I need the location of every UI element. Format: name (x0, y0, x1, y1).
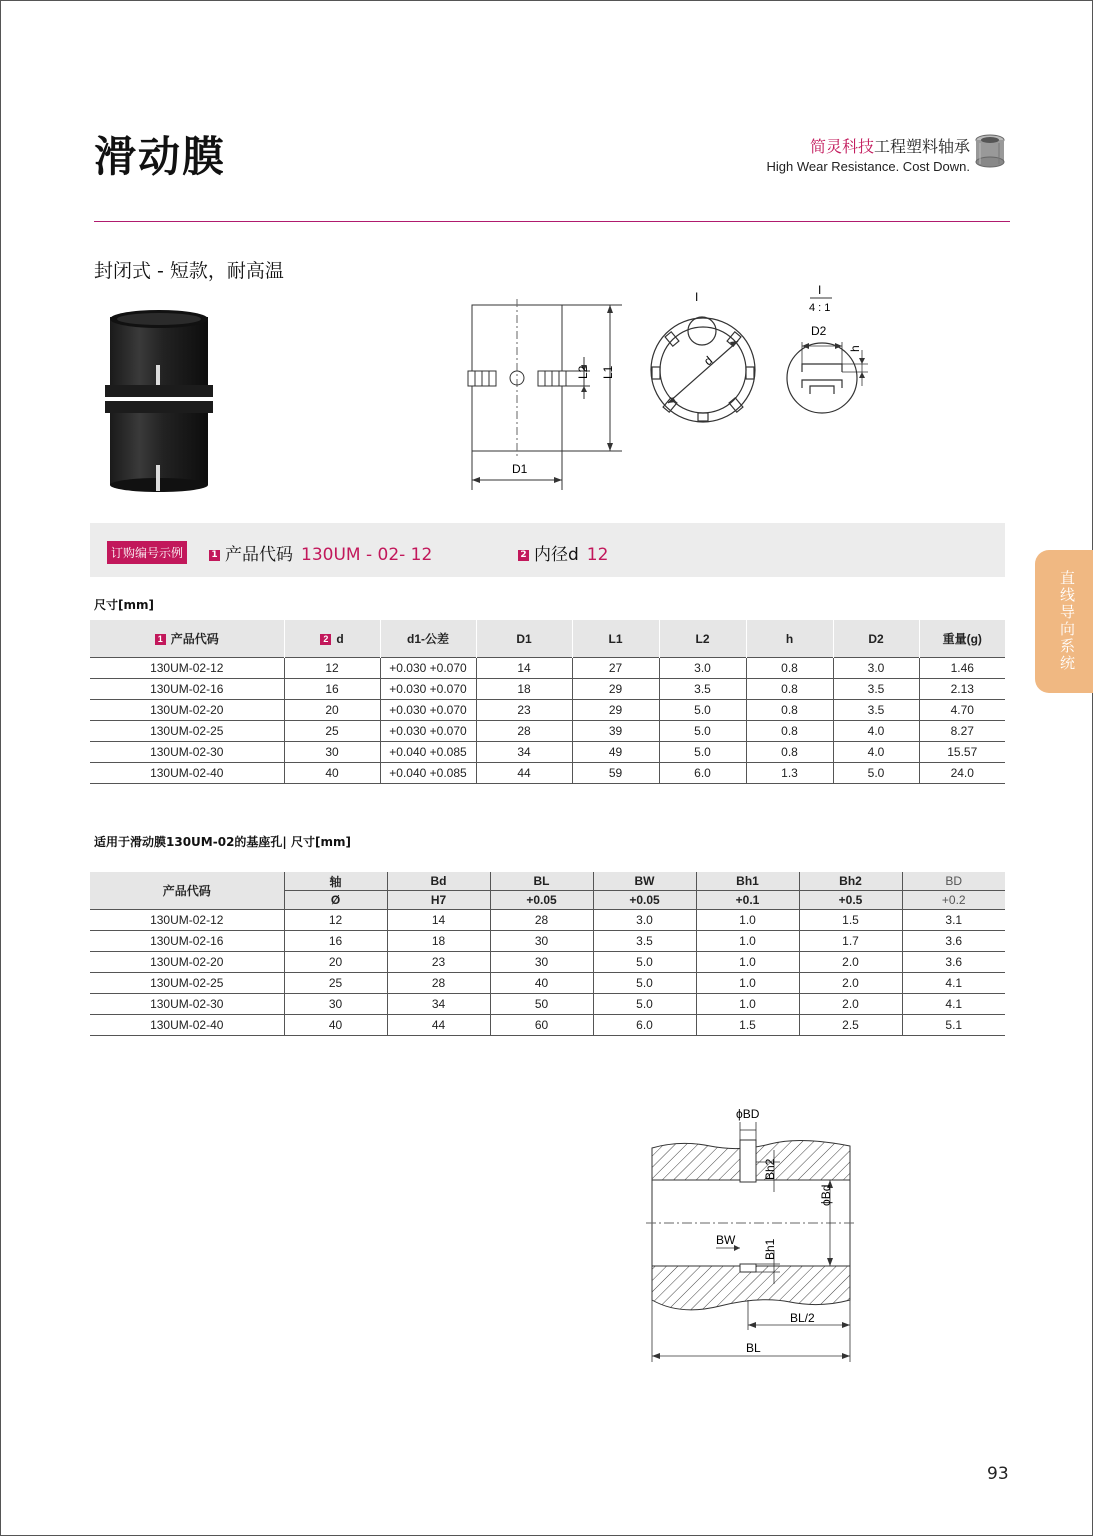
brand-line (766, 134, 970, 157)
table-cell: 130UM-02-30 (90, 742, 284, 763)
table-cell: 5.0 (593, 952, 696, 973)
table-cell: 30 (284, 994, 387, 1015)
table-cell: 4.70 (919, 700, 1005, 721)
table-cell: 40 (284, 763, 380, 784)
table-cell: 3.5 (833, 679, 919, 700)
marker-2: 2 (320, 634, 331, 645)
table-cell: 44 (476, 763, 572, 784)
table-cell: 2.5 (799, 1015, 902, 1036)
table-cell: 23 (476, 700, 572, 721)
table-cell: 30 (490, 952, 593, 973)
table-cell: +0.030 +0.070 (380, 721, 476, 742)
table-cell: 130UM-02-16 (90, 679, 284, 700)
col-sub-BD: +0.2 (902, 891, 1005, 910)
table-cell: 0.8 (746, 679, 833, 700)
table-cell: 1.0 (696, 910, 799, 931)
housing-bore-drawing (640, 1100, 860, 1370)
table-cell: +0.030 +0.070 (380, 700, 476, 721)
bw-label: BW (716, 1233, 736, 1247)
table-cell: 28 (490, 910, 593, 931)
table-cell: 130UM-02-20 (90, 952, 284, 973)
table-cell: 14 (476, 658, 572, 679)
brand-category: 工程塑料轴承 (873, 137, 970, 156)
table-cell: 23 (387, 952, 490, 973)
col-sub-BW: +0.05 (593, 891, 696, 910)
detail-title: I (818, 283, 822, 297)
table-cell: +0.040 +0.085 (380, 742, 476, 763)
col-header-h: h (746, 620, 833, 658)
bd-top-label: ϕBD (736, 1107, 760, 1121)
brand-name: 简灵科技 (809, 137, 874, 156)
col-header-L1: L1 (572, 620, 659, 658)
table-cell: 3.6 (902, 952, 1005, 973)
l2-label: L2 (576, 365, 590, 379)
table-cell: +0.030 +0.070 (380, 658, 476, 679)
order-item-product-code (209, 540, 432, 565)
table-cell: 1.0 (696, 931, 799, 952)
marker-1: 1 (155, 634, 166, 645)
table-row (90, 931, 1005, 952)
bl-half-label: BL/2 (790, 1311, 815, 1325)
col-header-shaft: 轴 (284, 872, 387, 891)
col-header-BW: BW (593, 872, 696, 891)
table-cell: 4.1 (902, 994, 1005, 1015)
col-header-L2: L2 (659, 620, 746, 658)
table-cell: 20 (284, 952, 387, 973)
table-cell: +0.030 +0.070 (380, 679, 476, 700)
table-cell: 0.8 (746, 700, 833, 721)
table-cell: 34 (476, 742, 572, 763)
table-cell: 130UM-02-40 (90, 763, 284, 784)
table-cell: 12 (284, 910, 387, 931)
col-header-D1: D1 (476, 620, 572, 658)
inner-diameter-label: 内径d (534, 545, 579, 565)
col-header-product-code: 1 产品代码 (90, 620, 284, 658)
table-cell: 3.6 (902, 931, 1005, 952)
table-cell: 3.5 (659, 679, 746, 700)
table-cell: 12 (284, 658, 380, 679)
table-cell: 5.0 (659, 721, 746, 742)
table-cell: 25 (284, 721, 380, 742)
table-cell: 3.1 (902, 910, 1005, 931)
table-cell: 3.5 (833, 700, 919, 721)
table-row (90, 679, 1005, 700)
h-label: h (848, 345, 862, 352)
detail-marker: I (695, 290, 699, 304)
table-cell: 18 (387, 931, 490, 952)
table-cell: 1.7 (799, 931, 902, 952)
brand-tagline: High Wear Resistance. Cost Down. (766, 159, 970, 174)
detail-view-drawing (780, 280, 880, 420)
table-cell: 20 (284, 700, 380, 721)
table-cell: 4.1 (902, 973, 1005, 994)
table-cell: 8.27 (919, 721, 1005, 742)
table-cell: 30 (490, 931, 593, 952)
table-cell: 6.0 (659, 763, 746, 784)
table-row (90, 994, 1005, 1015)
table-cell: 60 (490, 1015, 593, 1036)
product-code-value: 130UM - 02- 12 (301, 545, 433, 565)
table-cell: 5.0 (593, 973, 696, 994)
table-row (90, 910, 1005, 931)
table-cell: 6.0 (593, 1015, 696, 1036)
table-row (90, 973, 1005, 994)
col-sub-Bh1: +0.1 (696, 891, 799, 910)
col-header-Bh2: Bh2 (799, 872, 902, 891)
table-cell: 28 (387, 973, 490, 994)
table-cell: 5.0 (659, 742, 746, 763)
product-code-label: 产品代码 (225, 545, 293, 565)
bl-label: BL (746, 1341, 761, 1355)
table-cell: 34 (387, 994, 490, 1015)
table-cell: 30 (284, 742, 380, 763)
table-cell: 130UM-02-25 (90, 973, 284, 994)
product-photo (100, 305, 220, 495)
table-row (90, 700, 1005, 721)
table-cell: 5.0 (833, 763, 919, 784)
table2-caption: 适用于滑动膜130UM-02的基座孔| 尺寸[mm] (94, 835, 351, 849)
table-cell: 2.0 (799, 973, 902, 994)
table-cell: 3.0 (659, 658, 746, 679)
table-cell: 0.8 (746, 721, 833, 742)
table-cell: 59 (572, 763, 659, 784)
col-header-Bd: Bd (387, 872, 490, 891)
table-cell: 29 (572, 679, 659, 700)
table-cell: 25 (284, 973, 387, 994)
table-cell: 40 (284, 1015, 387, 1036)
col-header-BL: BL (490, 872, 593, 891)
col-header-Bh1: Bh1 (696, 872, 799, 891)
table-cell: 5.0 (593, 994, 696, 1015)
col-header-BD: BD (902, 872, 1005, 891)
l1-label: L1 (601, 365, 615, 379)
table-cell: 3.0 (593, 910, 696, 931)
table-cell: 130UM-02-16 (90, 931, 284, 952)
table-cell: 0.8 (746, 742, 833, 763)
col-header-d: 2 d (284, 620, 380, 658)
detail-scale: 4 : 1 (809, 302, 831, 314)
inner-diameter-value: 12 (586, 545, 609, 565)
table-cell: 49 (572, 742, 659, 763)
col-header-d1-tolerance: d1-公差 (380, 620, 476, 658)
page-number: 93 (987, 1464, 1009, 1484)
bd-label: ϕBd (819, 1184, 833, 1206)
table-cell: 39 (572, 721, 659, 742)
table-cell: 1.0 (696, 994, 799, 1015)
order-item-inner-diameter (518, 540, 608, 565)
section-side-tab[interactable] (1035, 550, 1093, 693)
col-header-product-code: 产品代码 (90, 872, 284, 910)
table-cell: 50 (490, 994, 593, 1015)
table-cell: 5.0 (659, 700, 746, 721)
d1-label: D1 (512, 462, 528, 476)
table-cell: 24.0 (919, 763, 1005, 784)
col-sub-shaft: Ø (284, 891, 387, 910)
col-header-D2: D2 (833, 620, 919, 658)
table-cell: 3.0 (833, 658, 919, 679)
table-cell: 16 (284, 931, 387, 952)
housing-bore-table (90, 872, 1005, 1036)
table-row (90, 721, 1005, 742)
d2-label: D2 (811, 324, 827, 338)
table-cell: 1.0 (696, 952, 799, 973)
table1-caption: 尺寸[mm] (94, 598, 154, 612)
side-view-drawing (462, 295, 632, 495)
table-cell: 29 (572, 700, 659, 721)
table-cell: 28 (476, 721, 572, 742)
dimensions-table (90, 620, 1005, 784)
table-cell: 14 (387, 910, 490, 931)
header-divider (94, 221, 1010, 222)
table-cell: 2.0 (799, 994, 902, 1015)
table-cell: 130UM-02-40 (90, 1015, 284, 1036)
table-cell: 1.5 (799, 910, 902, 931)
table-cell: +0.040 +0.085 (380, 763, 476, 784)
col-header-weight: 重量(g) (919, 620, 1005, 658)
table-cell: 1.5 (696, 1015, 799, 1036)
table-row (90, 763, 1005, 784)
table-row (90, 952, 1005, 973)
table-cell: 18 (476, 679, 572, 700)
table-cell: 2.13 (919, 679, 1005, 700)
side-tab-label: 直线导向系统 (1058, 570, 1076, 672)
table-row (90, 742, 1005, 763)
marker-2: 2 (518, 550, 529, 561)
table-cell: 1.46 (919, 658, 1005, 679)
table-cell: 2.0 (799, 952, 902, 973)
table-cell: 4.0 (833, 742, 919, 763)
bh2-label: Bh2 (763, 1158, 777, 1180)
table-cell: 4.0 (833, 721, 919, 742)
table-cell: 1.0 (696, 973, 799, 994)
order-example-tag: 订购编号示例 (107, 541, 187, 564)
table-cell: 130UM-02-12 (90, 658, 284, 679)
table-cell: 3.5 (593, 931, 696, 952)
front-view-drawing (640, 285, 770, 435)
d-label: d (701, 353, 716, 369)
table-cell: 16 (284, 679, 380, 700)
table-cell: 130UM-02-25 (90, 721, 284, 742)
bh1-label: Bh1 (763, 1238, 777, 1260)
table-cell: 27 (572, 658, 659, 679)
table-cell: 5.1 (902, 1015, 1005, 1036)
table-cell: 130UM-02-12 (90, 910, 284, 931)
table-cell: 15.57 (919, 742, 1005, 763)
section-subtitle: 封闭式 - 短款，耐高温 (94, 260, 284, 282)
table-row (90, 658, 1005, 679)
page-title: 滑动膜 (94, 132, 227, 181)
table-cell: 0.8 (746, 658, 833, 679)
table-cell: 40 (490, 973, 593, 994)
table-row (90, 1015, 1005, 1036)
table-cell: 44 (387, 1015, 490, 1036)
col-sub-BL: +0.05 (490, 891, 593, 910)
table-cell: 1.3 (746, 763, 833, 784)
table-cell: 130UM-02-30 (90, 994, 284, 1015)
col-sub-Bh2: +0.5 (799, 891, 902, 910)
table-cell: 130UM-02-20 (90, 700, 284, 721)
col-sub-Bd: H7 (387, 891, 490, 910)
marker-1: 1 (209, 550, 220, 561)
brand-block (766, 134, 970, 174)
bearing-logo-icon (975, 134, 1005, 168)
